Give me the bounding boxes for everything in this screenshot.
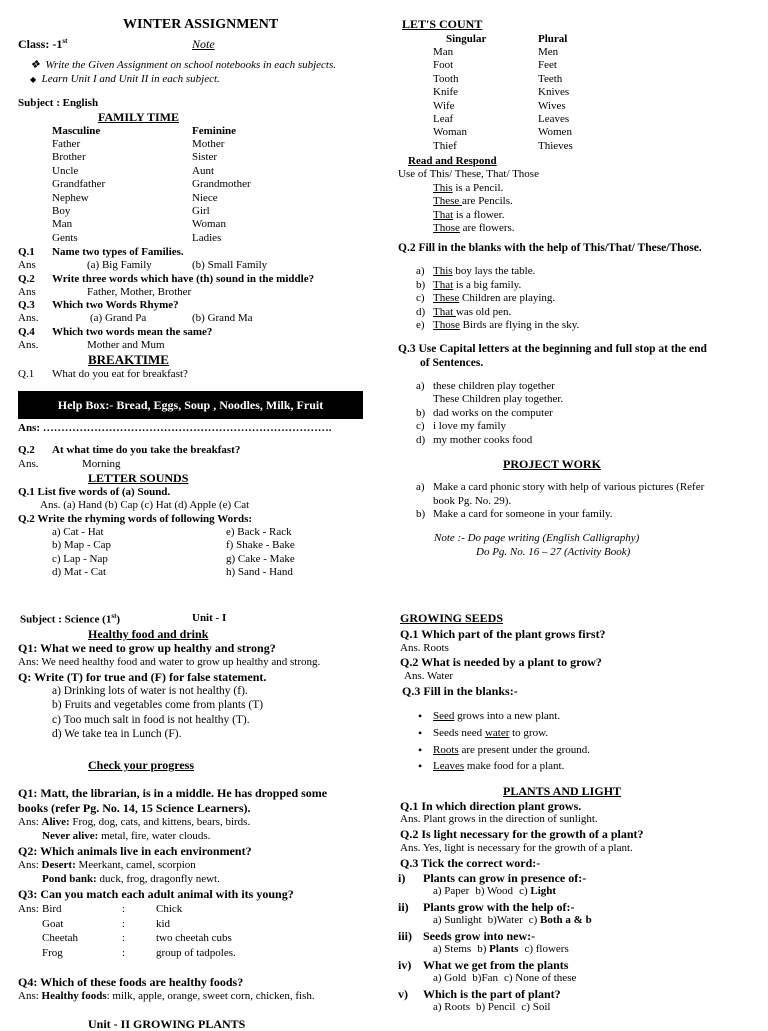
tick-question: Plants can grow in presence of:- — [423, 871, 587, 885]
masculine-word: Uncle — [52, 164, 79, 177]
growing-fill-sentence — [433, 710, 560, 723]
answer-label: Ans — [18, 259, 36, 271]
list-letter: a) — [416, 380, 425, 392]
answer-text: (a) Grand Pa — [90, 312, 147, 324]
match-answer-label: Ans: — [18, 903, 39, 915]
tick-option: b) — [477, 943, 490, 955]
check-q1: Q1: Matt, the librarian, is in a middle. He has dropped some — [18, 786, 328, 800]
tick-option: b)Fan — [472, 972, 498, 984]
masculine-word: Grandfather — [52, 178, 106, 191]
singular-word: Foot — [433, 59, 454, 72]
example-pronoun: These — [433, 195, 463, 208]
list-letter: c) — [416, 420, 425, 433]
fill-answer: That — [433, 305, 456, 318]
fill-rest: Birds are flying in the sky. — [459, 319, 580, 331]
fill-sentence — [433, 306, 511, 319]
caps-sentence: dad works on the computer — [433, 406, 553, 419]
feminine-header: Feminine — [192, 125, 236, 137]
feminine-word: Aunt — [192, 164, 214, 177]
list-letter: b) — [416, 406, 426, 419]
bullet-diamond-icon: ◆ — [30, 75, 37, 84]
fill-answer: Roots — [433, 743, 459, 756]
singular-word: Woman — [433, 126, 467, 139]
singular-word: Thief — [433, 139, 457, 152]
feminine-word: Ladies — [192, 231, 222, 244]
fill-answer: This — [433, 265, 453, 277]
tick-option: a) Stems — [433, 943, 472, 955]
plural-word: Thieves — [538, 139, 573, 152]
tick-option: c) None of these — [503, 972, 577, 984]
feminine-word: Grandmother — [192, 178, 251, 191]
true-false-item: c) Too much salt in food is not healthy (T). — [52, 713, 250, 726]
example-pronoun: Those — [433, 222, 460, 235]
fill-sentence — [433, 319, 579, 332]
adult-animal: Goat — [42, 917, 64, 930]
tick-options — [433, 914, 592, 927]
masculine-word: Nephew — [52, 191, 89, 204]
masculine-word: Father — [52, 138, 81, 150]
list-letter: a) — [416, 481, 425, 493]
tick-option: c) flowers — [524, 943, 569, 955]
answer-text: (a) Big Family — [87, 259, 152, 271]
note-activity-book: Do Pg. No. 16 – 27 (Activity Book) — [476, 546, 631, 558]
example-sentence — [433, 222, 515, 235]
healthy-food-heading: Healthy food and drink — [88, 627, 209, 641]
tick-option: a) Sunlight — [433, 914, 482, 926]
caps-sentence: i love my family — [433, 420, 507, 433]
list-letter: b) — [416, 508, 426, 520]
fill-sentence — [433, 292, 555, 305]
singular-word: Man — [433, 46, 454, 58]
list-letter: a) — [416, 265, 425, 277]
true-false-item: b) Fruits and vegetables come from plants (T) — [52, 699, 264, 712]
caps-sentence: my mother cooks food — [433, 433, 533, 446]
growing-seeds-heading: GROWING SEEDS — [400, 611, 504, 625]
help-box: Help Box:- Bread, Eggs, Soup , Noodles, Milk, Fruit — [18, 391, 363, 419]
project-item: book Pg. No. 29). — [433, 494, 512, 507]
unit-two-heading-cut: Unit - II GROWING PLANTS — [88, 1017, 246, 1031]
tick-number: v) — [398, 987, 408, 1001]
answer-text: Mother and Mum — [87, 338, 165, 351]
tick-option: c) Soil — [521, 1001, 551, 1013]
note-heading: Note — [192, 37, 215, 51]
example-sentence — [433, 182, 503, 195]
match-colon: : — [122, 903, 126, 915]
letter-sounds-q1: Q.1 List five words of (a) Sound. — [18, 486, 171, 498]
project-item: Make a card phonic story with help of various pictures (Refer — [433, 481, 705, 493]
caps-sentence: these children play together — [433, 380, 555, 392]
fill-answer: That — [433, 278, 454, 291]
instruction-bullet-2: ◆ Learn Unit I and Unit II in each subject. — [30, 73, 220, 85]
true-false-item: a) Drinking lots of water is not healthy (f). — [52, 685, 248, 697]
fill-rest: make food for a plant. — [464, 760, 565, 773]
rhyme-pair: g) Cake - Make — [226, 552, 295, 565]
list-letter: d) — [416, 305, 426, 318]
tick-answer: Both a & b — [540, 914, 592, 926]
answer-text-2: (b) Small Family — [192, 259, 268, 271]
fill-rest: are present under the ground. — [458, 743, 591, 756]
answer-label: Ans. — [18, 312, 39, 324]
match-colon: : — [122, 932, 126, 945]
growing-fill-sentence — [433, 760, 564, 773]
fill-prefix: Seeds need — [433, 726, 485, 739]
example-sentence — [433, 195, 513, 208]
science-q1: Q1: What we need to grow up healthy and strong? — [18, 641, 276, 655]
example-sentence — [433, 209, 505, 222]
use-of-text: Use of This/ These, That/ Those — [398, 168, 539, 180]
young-animal: kid — [156, 917, 171, 930]
plants-q2: Q.2 Is light necessary for the growth of a plant? — [400, 827, 644, 841]
rhyme-pair: f) Shake - Bake — [226, 539, 295, 552]
page-title: WINTER ASSIGNMENT — [123, 17, 279, 32]
fill-rest: Children are playing. — [459, 292, 556, 304]
tick-options — [433, 1001, 550, 1014]
tick-option: c) — [519, 885, 531, 897]
plural-word: Feet — [538, 59, 557, 72]
lets-count-heading: LET'S COUNT — [402, 17, 483, 31]
question-number: Q.4 — [18, 325, 35, 338]
plural-word: Wives — [538, 99, 566, 112]
match-colon: : — [122, 946, 126, 959]
tick-options — [433, 972, 576, 985]
list-letter: e) — [416, 319, 425, 331]
bullet-dot-icon: • — [418, 709, 423, 723]
class-label: Class: -1st — [18, 37, 68, 51]
answer-text-2: (b) Grand Ma — [192, 312, 253, 324]
tick-number: i) — [398, 871, 406, 885]
fill-rest: boy lays the table. — [452, 265, 536, 277]
check-progress-heading: Check your progress — [88, 758, 195, 772]
masculine-header: Masculine — [52, 125, 101, 137]
rhyme-pair: c) Lap - Nap — [52, 552, 108, 565]
plants-a2: Ans. Yes, light is necessary for the growth of a plant. — [400, 842, 633, 854]
breakfast-time-question: Q.2 At what time do you take the breakfast? — [18, 444, 241, 456]
alive-answer: Ans: Alive: Frog, dog, cats, and kittens, bears, birds. — [18, 816, 251, 828]
question-text: Which two Words Rhyme? — [52, 299, 179, 311]
fill-answer: These — [433, 292, 460, 304]
fill-rest: is a big family. — [453, 278, 522, 291]
tick-option: a) Gold — [433, 972, 467, 984]
singular-word: Knife — [433, 86, 459, 99]
letter-sounds-q2: Q.2 Write the rhyming words of following Words: — [18, 513, 253, 525]
example-rest: are Pencils. — [462, 195, 513, 208]
check-q3: Q3: Can you match each adult animal with its young? — [18, 887, 294, 901]
tick-question: Which is the part of plant? — [423, 987, 561, 1001]
masculine-word: Brother — [52, 151, 86, 164]
tick-number: iv) — [398, 958, 412, 972]
fill-sentence — [433, 265, 535, 278]
growing-a1: Ans. Roots — [400, 642, 449, 654]
fill-answer: Leaves — [433, 760, 465, 773]
question-text: Write three words which have (th) sound in the middle? — [52, 272, 315, 285]
list-letter: c) — [416, 292, 425, 304]
match-colon: : — [122, 917, 126, 930]
rhyme-pair: e) Back - Rack — [226, 526, 292, 538]
healthy-foods-answer: Ans: Healthy foods: milk, apple, orange, sweet corn, chicken, fish. — [18, 990, 315, 1002]
example-rest: are flowers. — [459, 222, 515, 235]
letter-sounds-heading: LETTER SOUNDS — [88, 471, 189, 485]
fill-answer: water — [484, 726, 510, 739]
rhyme-pair: b) Map - Cap — [52, 539, 111, 552]
plural-word: Women — [538, 126, 572, 139]
fill-rest: was old pen. — [455, 305, 512, 318]
plants-q3: Q.3 Tick the correct word:- — [400, 856, 541, 870]
masculine-word: Boy — [52, 205, 71, 217]
fill-sentence — [433, 279, 521, 292]
fill-rest: to grow. — [509, 726, 549, 739]
question-text: Name two types of Families. — [52, 246, 184, 258]
rhyme-pair: a) Cat - Hat — [52, 526, 104, 538]
growing-q3: Q.3 Fill in the blanks:- — [402, 684, 518, 698]
adult-animal: Cheetah — [42, 932, 79, 945]
tick-option: b)Water — [487, 914, 523, 926]
family-time-heading: FAMILY TIME — [98, 110, 180, 124]
singular-word: Leaf — [433, 113, 454, 125]
project-item: Make a card for someone in your family. — [433, 508, 613, 520]
adult-animal: Frog — [42, 946, 63, 959]
example-pronoun: That — [433, 208, 454, 221]
plural-word: Leaves — [538, 113, 570, 125]
plants-a1: Ans. Plant grows in the direction of sunlight. — [400, 813, 598, 825]
plural-word: Knives — [538, 86, 570, 99]
adult-animal: Bird — [42, 903, 62, 915]
example-rest: is a Pencil. — [452, 182, 504, 194]
check-q1-cont: books (refer Pg. No. 14, 15 Science Learners). — [18, 801, 251, 815]
singular-header: Singular — [446, 33, 487, 45]
plants-light-heading: PLANTS AND LIGHT — [503, 784, 622, 798]
tick-option: c) — [528, 914, 541, 926]
rhyme-pair: h) Sand - Hand — [226, 565, 293, 578]
fill-blanks-question: Q.2 Fill in the blanks with the help of This/That/ These/Those. — [398, 242, 702, 254]
growing-fill-sentence — [433, 744, 590, 757]
read-respond-heading: Read and Respond — [408, 155, 497, 167]
breakfast-time-answer: Ans. Morning — [18, 458, 121, 470]
true-false-question: Q: Write (T) for true and (F) for false statement. — [18, 670, 267, 684]
growing-fill-sentence — [433, 727, 548, 740]
caps-sentence: These Children play together. — [433, 393, 564, 406]
true-false-item: d) We take tea in Lunch (F). — [52, 727, 182, 740]
desert-answer: Ans: Desert: Meerkant, camel, scorpion — [18, 859, 196, 871]
tick-option: a) Roots — [433, 1001, 470, 1013]
project-work-heading: PROJECT WORK — [503, 457, 601, 471]
tick-options — [433, 885, 556, 898]
masculine-word: Gents — [52, 231, 78, 244]
answer-label: Ans. — [18, 338, 39, 351]
bullet-dot-icon: • — [418, 742, 423, 757]
check-q4: Q4: Which of these foods are healthy foods? — [18, 975, 244, 989]
feminine-word: Woman — [192, 218, 226, 231]
growing-q1: Q.1 Which part of the plant grows first? — [400, 627, 606, 641]
tick-options — [433, 943, 569, 956]
example-pronoun: This — [433, 182, 453, 194]
tick-number: ii) — [398, 900, 409, 914]
answer-label: Ans — [18, 285, 36, 298]
tick-option: a) Paper — [433, 885, 470, 897]
plural-word: Men — [538, 46, 559, 58]
plants-q1: Q.1 In which direction plant grows. — [400, 799, 582, 813]
growing-a2: Ans. Water — [404, 670, 454, 682]
subject-science: Subject : Science (1st) — [20, 612, 121, 626]
feminine-word: Mother — [192, 138, 225, 150]
example-rest: is a flower. — [453, 208, 505, 221]
question-number: Q.1 — [18, 246, 35, 258]
list-letter: b) — [416, 278, 426, 291]
note-calligraphy: Note :- Do page writing (English Calligraphy) — [434, 532, 640, 544]
tick-option: b) Wood — [475, 885, 514, 897]
feminine-word: Niece — [192, 191, 218, 204]
rhyme-pair: d) Mat - Cat — [52, 565, 107, 578]
question-number: Q.3 — [18, 299, 35, 311]
tick-answer: Light — [530, 885, 557, 897]
young-animal: group of tadpoles. — [156, 946, 236, 959]
masculine-word: Man — [52, 218, 73, 231]
fill-answer: Seed — [433, 710, 455, 722]
answer-line: Ans: ……………………………………………………………………. — [18, 422, 332, 434]
capital-letters-question: Q.3 Use Capital letters at the beginning and full stop at the end — [398, 343, 707, 355]
subject-english: Subject : English — [18, 97, 99, 109]
plural-header: Plural — [538, 33, 568, 45]
breaktime-heading: BREAKTIME — [88, 352, 169, 367]
young-animal: two cheetah cubs — [156, 932, 232, 945]
tick-question: Plants grow with the help of:- — [423, 900, 575, 914]
question-number: Q.2 — [18, 272, 35, 285]
singular-word: Tooth — [433, 72, 459, 85]
answer-text: Father, Mother, Brother — [87, 285, 192, 298]
unit-one-label: Unit - I — [192, 612, 227, 624]
tick-number: iii) — [398, 929, 412, 943]
instruction-bullet-1: ❖ Write the Given Assignment on school notebooks in each subjects. — [30, 59, 337, 71]
singular-word: Wife — [433, 99, 455, 112]
growing-q2: Q.2 What is needed by a plant to grow? — [400, 655, 602, 669]
list-letter: d) — [416, 433, 426, 446]
tick-answer: Plants — [489, 943, 519, 955]
check-q2: Q2: Which animals live in each environment? — [18, 844, 252, 858]
fill-answer: Those — [433, 319, 460, 331]
tick-question: What we get from the plants — [423, 958, 569, 972]
feminine-word: Sister — [192, 151, 218, 164]
young-animal: Chick — [156, 903, 183, 915]
feminine-word: Girl — [192, 205, 210, 217]
plural-word: Teeth — [538, 72, 563, 85]
bullet-diamond-icon: ❖ — [30, 59, 40, 71]
bullet-dot-icon: • — [418, 759, 423, 774]
breakfast-question: Q.1 What do you eat for breakfast? — [18, 368, 188, 380]
fill-rest: grows into a new plant. — [454, 710, 561, 722]
never-alive-answer: Never alive: metal, fire, water clouds. — [42, 830, 211, 842]
science-a1: Ans: We need healthy food and water to grow up healthy and strong. — [18, 656, 321, 668]
bullet-dot-icon: • — [418, 725, 423, 740]
tick-question: Seeds grow into new:- — [423, 929, 536, 943]
letter-sounds-a1: Ans. (a) Hand (b) Cap (c) Hat (d) Apple (e) Cat — [40, 499, 250, 511]
capital-letters-question-cont: of Sentences. — [420, 357, 484, 369]
question-text: Which two words mean the same? — [52, 325, 213, 338]
tick-option: b) Pencil — [475, 1001, 516, 1013]
pond-answer: Pond bank: duck, frog, dragonfly newt. — [42, 873, 220, 885]
